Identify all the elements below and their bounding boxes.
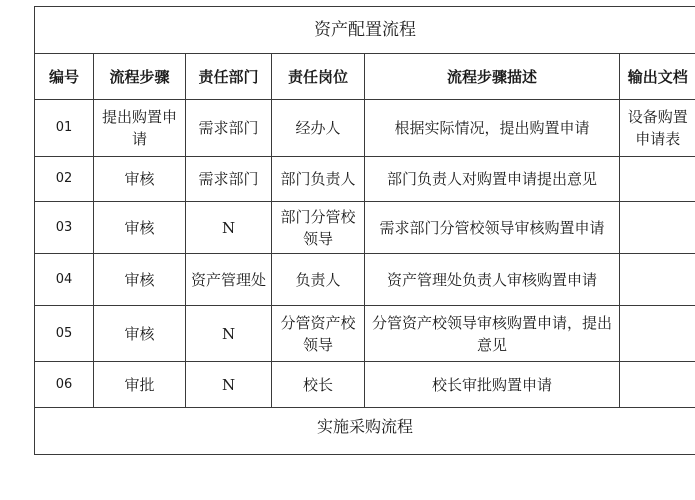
row-dept: 资产管理处 (186, 254, 272, 306)
row-post: 负责人 (272, 254, 365, 306)
row-desc: 根据实际情况，提出购置申请 (365, 100, 620, 157)
row-no: 05 (35, 306, 94, 362)
row-dept: 需求部门 (186, 157, 272, 202)
row-no: 01 (35, 100, 94, 157)
row-step: 审核 (94, 202, 186, 254)
table-row (35, 100, 695, 157)
row-output (620, 306, 695, 362)
footer-row (35, 408, 695, 455)
row-output: 设备购置申请表 (620, 100, 695, 157)
row-output (620, 362, 695, 408)
row-dept: N (186, 306, 272, 362)
header-output: 输出文档 (620, 54, 695, 100)
row-no: 03 (35, 202, 94, 254)
row-desc: 校长审批购置申请 (365, 362, 620, 408)
header-row (35, 54, 695, 100)
table-row (35, 202, 695, 254)
row-output (620, 254, 695, 306)
header-desc: 流程步骤描述 (365, 54, 620, 100)
row-desc: 部门负责人对购置申请提出意见 (365, 157, 620, 202)
header-post: 责任岗位 (272, 54, 365, 100)
row-step: 审批 (94, 362, 186, 408)
row-dept: N (186, 362, 272, 408)
row-post: 分管资产校领导 (272, 306, 365, 362)
row-step: 提出购置申请 (94, 100, 186, 157)
row-dept: 需求部门 (186, 100, 272, 157)
table-row (35, 306, 695, 362)
table-title: 资产配置流程 (35, 7, 695, 54)
row-output (620, 157, 695, 202)
next-process-label: 实施采购流程 (35, 408, 695, 455)
title-row (35, 7, 695, 54)
row-desc: 资产管理处负责人审核购置申请 (365, 254, 620, 306)
row-no: 04 (35, 254, 94, 306)
table-row (35, 254, 695, 306)
header-step: 流程步骤 (94, 54, 186, 100)
process-document (34, 6, 695, 454)
row-desc: 分管资产校领导审核购置申请，提出意见 (365, 306, 620, 362)
row-step: 审核 (94, 306, 186, 362)
header-no: 编号 (35, 54, 94, 100)
row-step: 审核 (94, 254, 186, 306)
row-output (620, 202, 695, 254)
row-post: 部门分管校领导 (272, 202, 365, 254)
row-no: 06 (35, 362, 94, 408)
asset-allocation-table (34, 6, 695, 455)
row-post: 经办人 (272, 100, 365, 157)
row-dept: N (186, 202, 272, 254)
row-post: 部门负责人 (272, 157, 365, 202)
table-row (35, 157, 695, 202)
row-no: 02 (35, 157, 94, 202)
row-desc: 需求部门分管校领导审核购置申请 (365, 202, 620, 254)
table-row (35, 362, 695, 408)
header-dept: 责任部门 (186, 54, 272, 100)
row-step: 审核 (94, 157, 186, 202)
row-post: 校长 (272, 362, 365, 408)
